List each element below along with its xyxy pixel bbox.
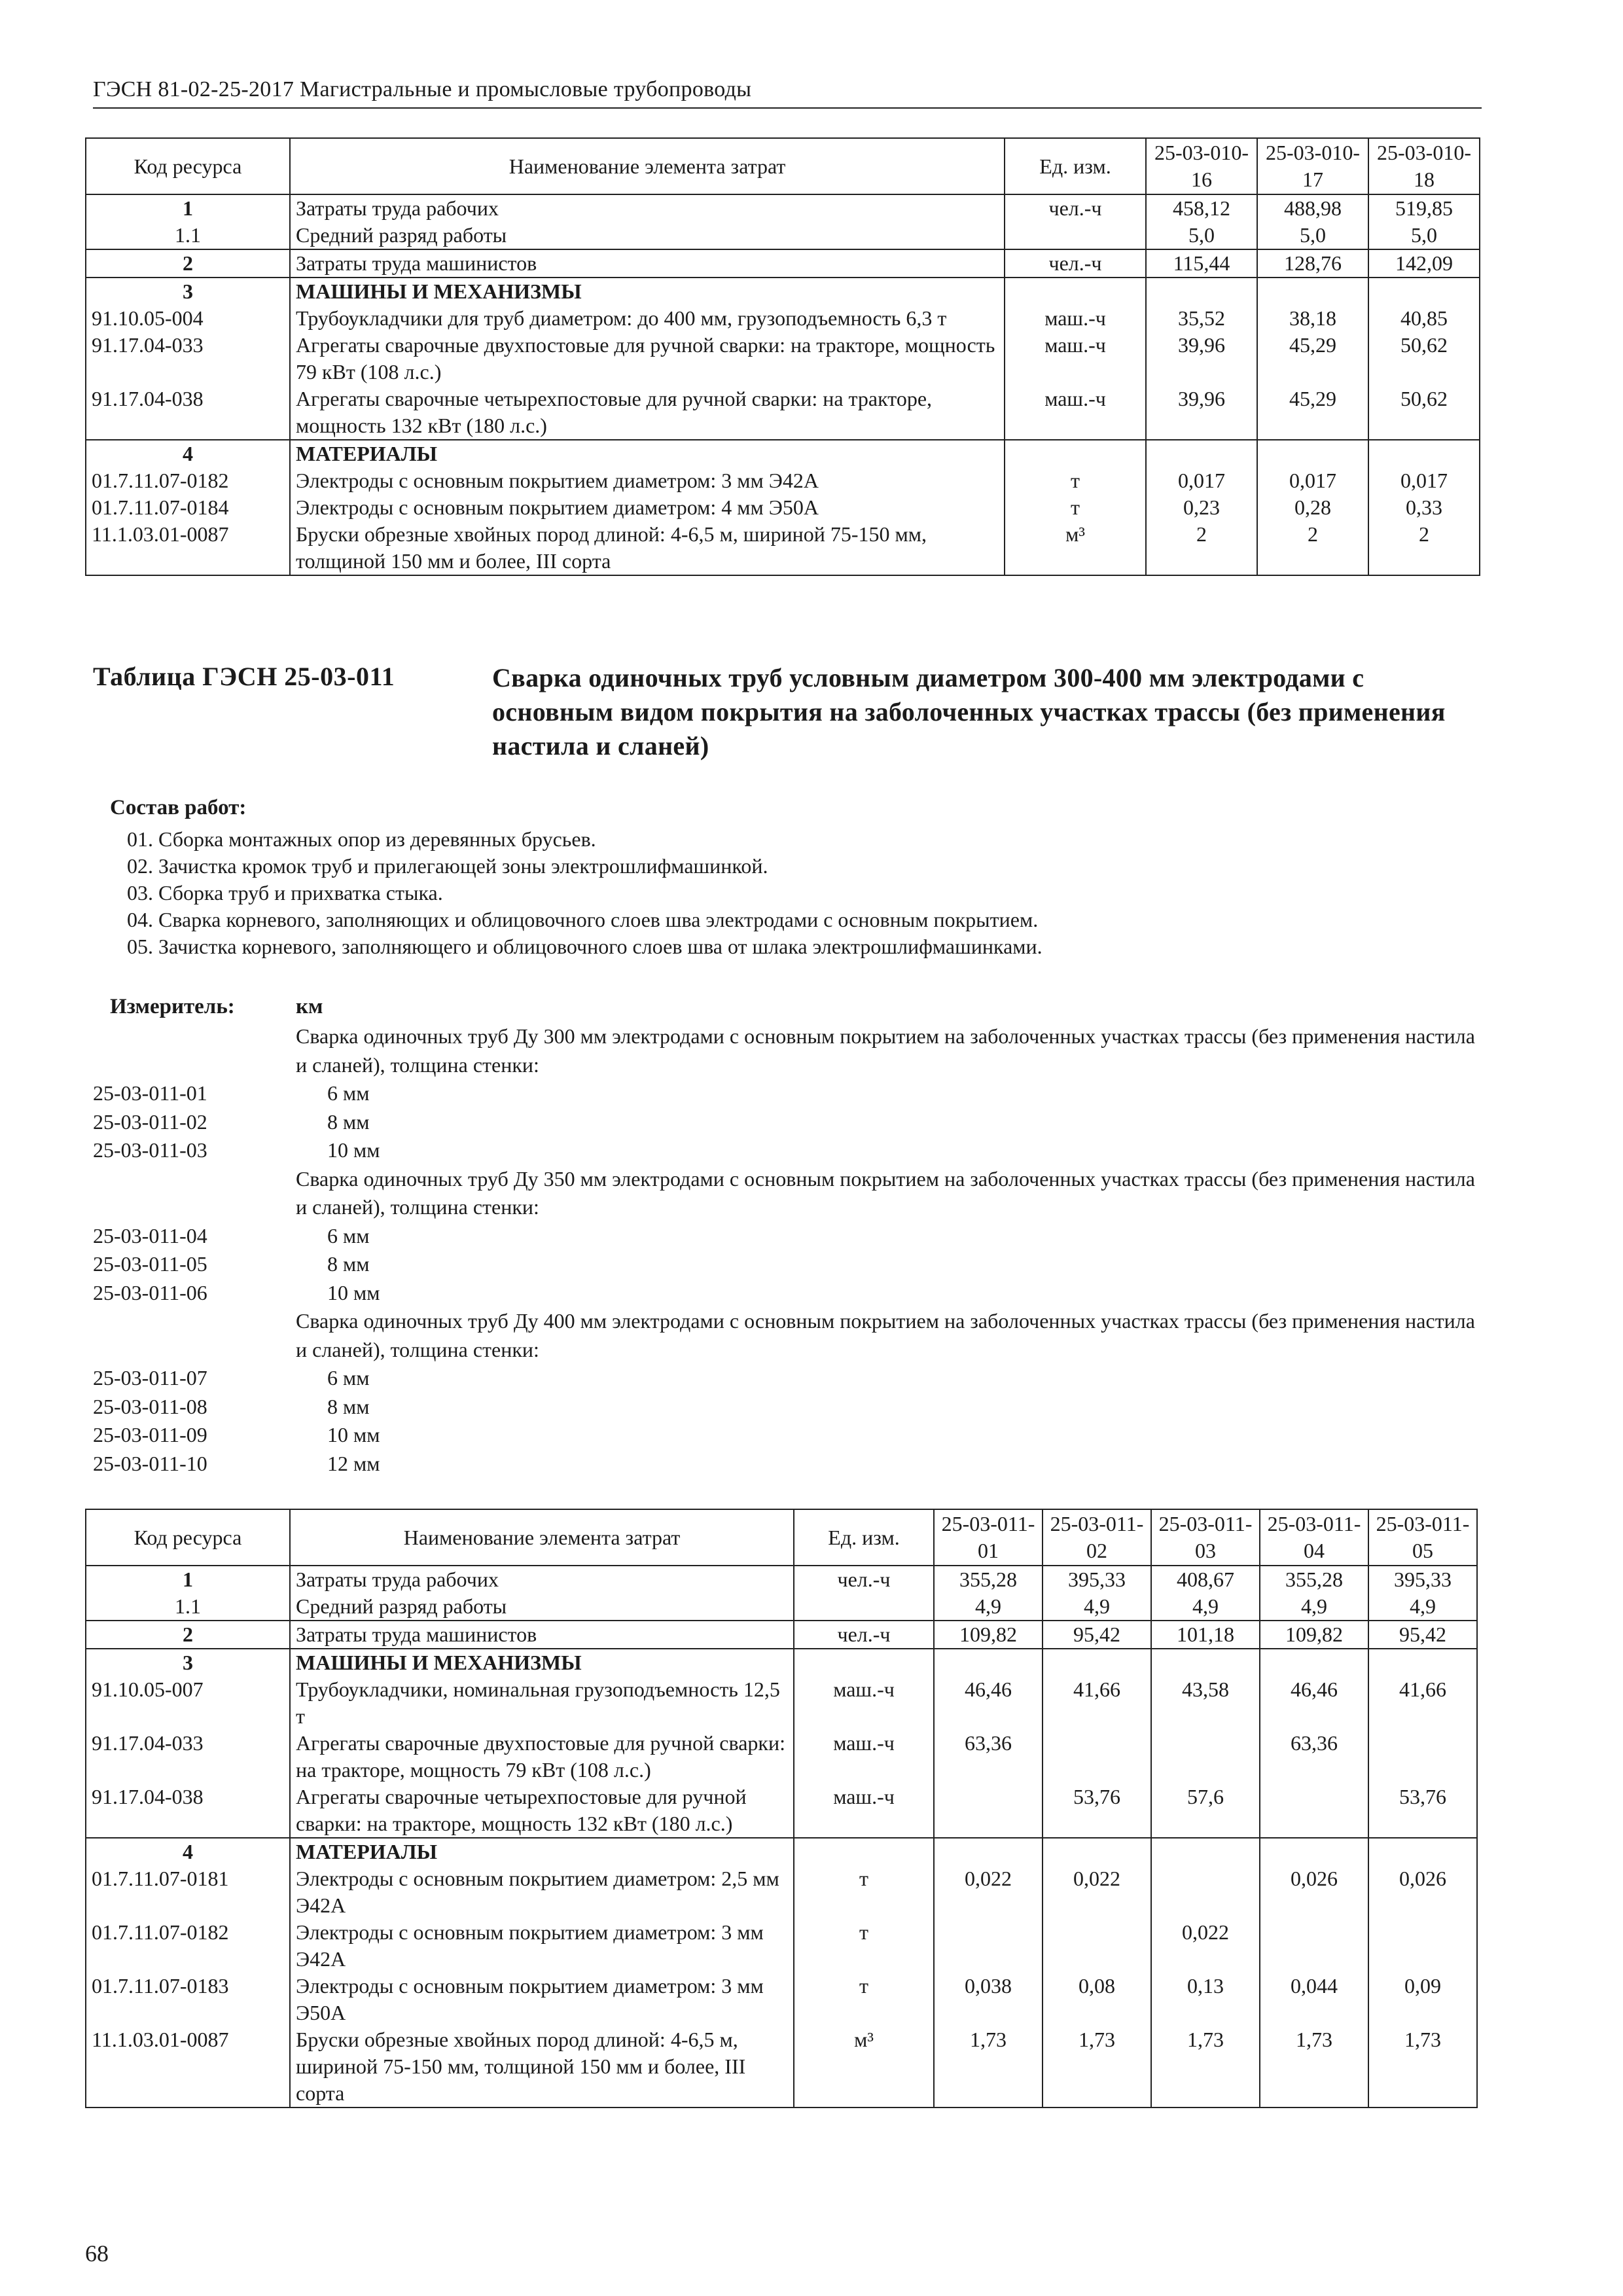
measure-group-description: Сварка одиночных труб Ду 400 мм электродами с основным покрытием на заболоченных участках трассы (без применения настила и сланей), толщина стенки: (296, 1309, 1475, 1361)
norm-code: 25-03-011-09 (93, 1423, 207, 1446)
work-step: 04. Сварка корневого, заполняющих и облицовочного слоев шва электродами с основным покрытием. (127, 908, 1039, 931)
table-row (86, 467, 1480, 494)
list-item (93, 1079, 1487, 1108)
section-title: МАШИНЫ И МЕХАНИЗМЫ (290, 278, 1005, 305)
value-cell: 40,85 (1368, 305, 1480, 332)
resource-code: 2 (86, 249, 290, 278)
resource-name: Электроды с основным покрытием диаметром: 2,5 мм Э42А (290, 1865, 794, 1919)
resource-unit: маш.-ч (1005, 305, 1146, 332)
value-cell: 46,46 (934, 1676, 1043, 1730)
resource-code: 2 (86, 1621, 290, 1649)
value-cell (1043, 1730, 1151, 1784)
value-cell (1151, 1865, 1260, 1919)
value-cell: 95,42 (1368, 1621, 1477, 1649)
resource-name: Электроды с основным покрытием диаметром: 3 мм Э50А (290, 1973, 794, 2026)
value-cell: 0,026 (1260, 1865, 1368, 1919)
value-cell: 63,36 (934, 1730, 1043, 1784)
value-cell (1151, 1730, 1260, 1784)
measure-group-description: Сварка одиночных труб Ду 300 мм электродами с основным покрытием на заболоченных участках трассы (без применения настила и сланей), толщина стенки: (296, 1024, 1475, 1077)
table-row (86, 1865, 1477, 1919)
value-cell: 53,76 (1043, 1784, 1151, 1838)
resource-code: 1.1 (86, 1593, 290, 1621)
resource-unit: т (794, 1973, 934, 2026)
value-cell: 57,6 (1151, 1784, 1260, 1838)
value-cell: 5,0 (1257, 222, 1368, 249)
value-cell: 43,58 (1151, 1676, 1260, 1730)
value-cell: 35,52 (1146, 305, 1257, 332)
value-cell: 0,038 (934, 1973, 1043, 2026)
value-cell: 1,73 (1043, 2026, 1151, 2108)
table-row (86, 494, 1480, 521)
table-row (86, 1566, 1477, 1593)
table-row (86, 194, 1480, 222)
resource-name: Трубоукладчики для труб диаметром: до 400 мм, грузоподъемность 6,3 т (290, 305, 1005, 332)
resource-unit: маш.-ч (794, 1730, 934, 1784)
table-row (86, 1593, 1477, 1621)
col-header-code-3: 25-03-010-18 (1368, 138, 1480, 194)
list-item (93, 1108, 1487, 1137)
resource-unit: т (1005, 467, 1146, 494)
table-code-heading: Таблица ГЭСН 25-03-011 (93, 662, 395, 691)
resource-code: 1 (86, 194, 290, 222)
resource-unit: маш.-ч (794, 1784, 934, 1838)
value-cell: 4,9 (1043, 1593, 1151, 1621)
wall-thickness: 8 мм (327, 1394, 370, 1418)
resource-name: Затраты труда рабочих (290, 194, 1005, 222)
resource-unit: маш.-ч (794, 1676, 934, 1730)
norm-code: 25-03-011-05 (93, 1252, 207, 1276)
value-cell: 0,022 (1043, 1865, 1151, 1919)
value-cell (1368, 1730, 1477, 1784)
value-cell: 1,73 (1151, 2026, 1260, 2108)
value-cell: 142,09 (1368, 249, 1480, 278)
table-row (86, 2026, 1477, 2108)
value-cell: 4,9 (1260, 1593, 1368, 1621)
resource-code: 91.17.04-033 (86, 1730, 290, 1784)
table-row (86, 222, 1480, 249)
norm-code: 25-03-011-02 (93, 1109, 207, 1134)
table-row (86, 249, 1480, 278)
resource-unit: т (1005, 494, 1146, 521)
resource-table-25-03-011 (85, 1509, 1478, 2108)
value-cell: 101,18 (1151, 1621, 1260, 1649)
resource-name: Средний разряд работы (290, 222, 1005, 249)
resource-code: 01.7.11.07-0182 (86, 1919, 290, 1973)
col-header-code-4: 25-03-011-04 (1260, 1509, 1368, 1566)
resource-name: Трубоукладчики, номинальная грузоподъемность 12,5 т (290, 1676, 794, 1730)
measure-label: Измеритель: (110, 995, 235, 1018)
section-title: МАТЕРИАЛЫ (290, 1838, 794, 1865)
list-item (93, 1450, 1487, 1479)
measure-unit: км (296, 995, 323, 1018)
resource-name: Агрегаты сварочные двухпостовые для ручной сварки: на тракторе, мощность 79 кВт (108 л.с.) (290, 1730, 794, 1784)
col-header-unit: Ед. изм. (794, 1509, 934, 1566)
table-row (86, 1784, 1477, 1838)
wall-thickness: 6 мм (327, 1366, 370, 1390)
list-item (93, 1250, 1487, 1279)
value-cell: 4,9 (1368, 1593, 1477, 1621)
col-header-code: Код ресурса (86, 138, 290, 194)
table-row (86, 1838, 1477, 1865)
table-row (86, 305, 1480, 332)
value-cell: 0,33 (1368, 494, 1480, 521)
resource-code: 01.7.11.07-0181 (86, 1865, 290, 1919)
resource-unit: чел.-ч (794, 1621, 934, 1649)
table-row (86, 1919, 1477, 1973)
value-cell (934, 1919, 1043, 1973)
value-cell: 39,96 (1146, 332, 1257, 386)
value-cell: 63,36 (1260, 1730, 1368, 1784)
col-header-code-1: 25-03-010-16 (1146, 138, 1257, 194)
value-cell: 0,044 (1260, 1973, 1368, 2026)
wall-thickness: 8 мм (327, 1252, 370, 1276)
col-header-name: Наименование элемента затрат (290, 138, 1005, 194)
value-cell: 395,33 (1368, 1566, 1477, 1593)
value-cell: 109,82 (1260, 1621, 1368, 1649)
section-title: МАШИНЫ И МЕХАНИЗМЫ (290, 1649, 794, 1676)
value-cell: 458,12 (1146, 194, 1257, 222)
value-cell: 519,85 (1368, 194, 1480, 222)
resource-name: Затраты труда машинистов (290, 1621, 794, 1649)
value-cell: 355,28 (934, 1566, 1043, 1593)
resource-name: Средний разряд работы (290, 1593, 794, 1621)
norm-code: 25-03-011-01 (93, 1081, 207, 1105)
norm-code: 25-03-011-06 (93, 1280, 207, 1304)
value-cell: 0,017 (1257, 467, 1368, 494)
resource-code: 91.17.04-038 (86, 386, 290, 440)
value-cell: 41,66 (1368, 1676, 1477, 1730)
value-cell: 50,62 (1368, 386, 1480, 440)
list-item (93, 1279, 1487, 1308)
table-row (86, 278, 1480, 305)
table-row (86, 332, 1480, 386)
norm-code: 25-03-011-07 (93, 1366, 207, 1390)
value-cell: 95,42 (1043, 1621, 1151, 1649)
value-cell: 395,33 (1043, 1566, 1151, 1593)
value-cell: 2 (1257, 521, 1368, 575)
resource-unit: чел.-ч (794, 1566, 934, 1593)
resource-name: Агрегаты сварочные четырехпостовые для ручной сварки: на тракторе, мощность 132 кВт (180 л.с.) (290, 1784, 794, 1838)
value-cell: 50,62 (1368, 332, 1480, 386)
resource-code: 91.17.04-038 (86, 1784, 290, 1838)
value-cell (1043, 1919, 1151, 1973)
resource-unit: м³ (794, 2026, 934, 2108)
work-step: 01. Сборка монтажных опор из деревянных брусьев. (127, 827, 596, 851)
resource-code: 1.1 (86, 222, 290, 249)
resource-code: 91.17.04-033 (86, 332, 290, 386)
value-cell: 0,022 (1151, 1919, 1260, 1973)
value-cell: 355,28 (1260, 1566, 1368, 1593)
norm-code: 25-03-011-03 (93, 1138, 207, 1162)
running-header: ГЭСН 81-02-25-2017 Магистральные и промысловые трубопроводы (93, 77, 1482, 109)
value-cell: 0,08 (1043, 1973, 1151, 2026)
table-title: Сварка одиночных труб условным диаметром 300-400 мм электродами с основным видом покрытия на заболоченных участках трассы (без применения настила и сланей) (492, 663, 1446, 761)
value-cell (1260, 1784, 1368, 1838)
col-header-unit: Ед. изм. (1005, 138, 1146, 194)
value-cell: 38,18 (1257, 305, 1368, 332)
value-cell: 5,0 (1368, 222, 1480, 249)
list-item (93, 1136, 1487, 1165)
col-header-name: Наименование элемента затрат (290, 1509, 794, 1566)
value-cell: 1,73 (934, 2026, 1043, 2108)
value-cell (1368, 1919, 1477, 1973)
value-cell: 41,66 (1043, 1676, 1151, 1730)
value-cell: 0,28 (1257, 494, 1368, 521)
col-header-code-1: 25-03-011-01 (934, 1509, 1043, 1566)
value-cell: 128,76 (1257, 249, 1368, 278)
resource-unit: чел.-ч (1005, 249, 1146, 278)
resource-name: Бруски обрезные хвойных пород длиной: 4-6,5 м, шириной 75-150 мм, толщиной 150 мм и более, III сорта (290, 2026, 794, 2108)
resource-name: Затраты труда рабочих (290, 1566, 794, 1593)
table-row (86, 386, 1480, 440)
resource-unit (794, 1593, 934, 1621)
resource-code: 11.1.03.01-0087 (86, 521, 290, 575)
resource-name: Бруски обрезные хвойных пород длиной: 4-6,5 м, шириной 75-150 мм, толщиной 150 мм и более, III сорта (290, 521, 1005, 575)
col-header-code: Код ресурса (86, 1509, 290, 1566)
value-cell: 46,46 (1260, 1676, 1368, 1730)
value-cell: 39,96 (1146, 386, 1257, 440)
resource-unit: чел.-ч (1005, 194, 1146, 222)
resource-code: 1 (86, 1566, 290, 1593)
wall-thickness: 12 мм (327, 1451, 380, 1475)
list-item (93, 1393, 1487, 1422)
measure-group-description: Сварка одиночных труб Ду 350 мм электродами с основным покрытием на заболоченных участках трассы (без применения настила и сланей), толщина стенки: (296, 1166, 1475, 1219)
resource-code: 4 (86, 1838, 290, 1865)
resource-name: Электроды с основным покрытием диаметром: 3 мм Э42А (290, 1919, 794, 1973)
value-cell: 4,9 (934, 1593, 1043, 1621)
resource-name: Электроды с основным покрытием диаметром: 4 мм Э50А (290, 494, 1005, 521)
value-cell: 0,017 (1368, 467, 1480, 494)
value-cell: 408,67 (1151, 1566, 1260, 1593)
page-number: 68 (85, 2240, 109, 2267)
wall-thickness: 10 мм (327, 1138, 380, 1162)
table-row (86, 1621, 1477, 1649)
resource-unit (1005, 222, 1146, 249)
value-cell: 5,0 (1146, 222, 1257, 249)
resource-table-25-03-010 (85, 137, 1480, 576)
value-cell: 0,09 (1368, 1973, 1477, 2026)
resource-name: Агрегаты сварочные двухпостовые для ручной сварки: на тракторе, мощность 79 кВт (108 л.с.) (290, 332, 1005, 386)
wall-thickness: 10 мм (327, 1280, 380, 1304)
resource-code: 3 (86, 278, 290, 305)
wall-thickness: 8 мм (327, 1109, 370, 1134)
resource-code: 01.7.11.07-0184 (86, 494, 290, 521)
resource-unit: м³ (1005, 521, 1146, 575)
value-cell: 109,82 (934, 1621, 1043, 1649)
resource-unit: маш.-ч (1005, 332, 1146, 386)
value-cell: 4,9 (1151, 1593, 1260, 1621)
value-cell: 45,29 (1257, 386, 1368, 440)
resource-unit: маш.-ч (1005, 386, 1146, 440)
value-cell: 115,44 (1146, 249, 1257, 278)
norm-code: 25-03-011-10 (93, 1451, 207, 1475)
value-cell: 0,026 (1368, 1865, 1477, 1919)
value-cell: 1,73 (1260, 2026, 1368, 2108)
work-step: 02. Зачистка кромок труб и прилегающей зоны электрошлифмашинкой. (127, 854, 768, 878)
resource-code: 91.10.05-004 (86, 305, 290, 332)
value-cell: 2 (1146, 521, 1257, 575)
list-item (93, 1364, 1487, 1393)
value-cell: 0,13 (1151, 1973, 1260, 2026)
resource-code: 4 (86, 440, 290, 467)
resource-name: Затраты труда машинистов (290, 249, 1005, 278)
resource-code: 3 (86, 1649, 290, 1676)
wall-thickness: 6 мм (327, 1223, 370, 1247)
table-row (86, 1730, 1477, 1784)
wall-thickness: 10 мм (327, 1423, 380, 1446)
resource-name: Электроды с основным покрытием диаметром: 3 мм Э42А (290, 467, 1005, 494)
value-cell: 488,98 (1257, 194, 1368, 222)
resource-unit: т (794, 1919, 934, 1973)
value-cell: 2 (1368, 521, 1480, 575)
table-row (86, 521, 1480, 575)
resource-code: 01.7.11.07-0182 (86, 467, 290, 494)
col-header-code-2: 25-03-011-02 (1043, 1509, 1151, 1566)
value-cell: 0,017 (1146, 467, 1257, 494)
value-cell: 53,76 (1368, 1784, 1477, 1838)
value-cell (1260, 1919, 1368, 1973)
work-step: 05. Зачистка корневого, заполняющего и облицовочного слоев шва от шлака электрошлифмашинками. (127, 935, 1043, 958)
measure-list (93, 1022, 1487, 1478)
col-header-code-2: 25-03-010-17 (1257, 138, 1368, 194)
col-header-code-3: 25-03-011-03 (1151, 1509, 1260, 1566)
resource-code: 91.10.05-007 (86, 1676, 290, 1730)
value-cell: 0,022 (934, 1865, 1043, 1919)
work-steps-list (127, 826, 1043, 960)
value-cell (934, 1784, 1043, 1838)
norm-code: 25-03-011-04 (93, 1223, 207, 1247)
list-item (93, 1222, 1487, 1251)
work-composition-label: Состав работ: (110, 796, 247, 819)
wall-thickness: 6 мм (327, 1081, 370, 1105)
value-cell: 1,73 (1368, 2026, 1477, 2108)
resource-unit: т (794, 1865, 934, 1919)
table-row (86, 440, 1480, 467)
table-row (86, 1649, 1477, 1676)
col-header-code-5: 25-03-011-05 (1368, 1509, 1477, 1566)
table-row (86, 1676, 1477, 1730)
value-cell: 45,29 (1257, 332, 1368, 386)
table-row (86, 1973, 1477, 2026)
resource-code: 01.7.11.07-0183 (86, 1973, 290, 2026)
norm-code: 25-03-011-08 (93, 1394, 207, 1418)
work-step: 03. Сборка труб и прихватка стыка. (127, 881, 443, 905)
list-item (93, 1421, 1487, 1450)
section-title: МАТЕРИАЛЫ (290, 440, 1005, 467)
resource-code: 11.1.03.01-0087 (86, 2026, 290, 2108)
value-cell: 0,23 (1146, 494, 1257, 521)
resource-name: Агрегаты сварочные четырехпостовые для ручной сварки: на тракторе, мощность 132 кВт (180 л.с.) (290, 386, 1005, 440)
